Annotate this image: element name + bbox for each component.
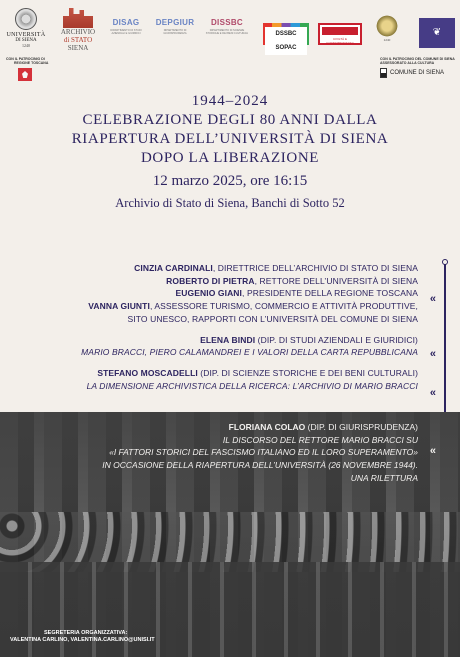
- speaker-role-continued: SITO UNESCO, RAPPORTI CON L’UNIVERSITÀ DEL COMUNE DI SIENA: [127, 313, 418, 324]
- event-title-line-2: RIAPERTURA DELL’UNIVERSITÀ DI SIENA: [71, 131, 389, 147]
- regione-name: REGIONE TOSCANA: [14, 61, 49, 65]
- talk-title: MARIO BRACCI, PIERO CALAMANDREI E I VALORI DELLA CARTA REPUBBLICANA: [81, 347, 418, 358]
- accademia-seal-icon: [375, 14, 399, 38]
- greeting-row: [28, 262, 418, 275]
- rivista-sub: CIVILTÀ E CONTEMPORANEA: [326, 37, 354, 45]
- event-title-line-1: CELEBRAZIONE DEGLI 80 ANNI DALLA: [82, 112, 378, 128]
- speaker-role: , PRESIDENTE DELLA REGIONE TOSCANA: [242, 288, 418, 299]
- depgiur-logo: [153, 18, 197, 35]
- dissbc-name: DISSBC: [210, 18, 244, 27]
- speaker-name: ELENA BINDI: [200, 334, 256, 345]
- speaker-role: , ASSESSORE TURISMO, COMMERCIO E ATTIVITÀ PRODUTTIVE,: [149, 301, 418, 312]
- dssbc-text: DSSBC: [275, 31, 297, 37]
- double-chevron-left-icon: «: [429, 293, 436, 305]
- greeting-row: [28, 275, 418, 288]
- regione-patron-label: CON IL PATROCINIO DI: [6, 57, 45, 61]
- talk: [28, 334, 418, 359]
- dissbc-sub: DIPARTIMENTO DI SCIENZE STORICHE E DEI BENI CULTURALI: [205, 29, 249, 36]
- logo-bar: [0, 6, 460, 96]
- disag-name: DISAG: [112, 18, 140, 27]
- rivista-bar: [322, 27, 358, 35]
- event-venue: Archivio di Stato di Siena, Banchi di Sotto 52: [115, 196, 345, 210]
- speaker-name: VANNA GIUNTI: [88, 301, 150, 312]
- dissbc-logo: [205, 18, 249, 35]
- archivio-text: [56, 28, 100, 52]
- greetings-group: [28, 262, 418, 326]
- speaker-role: , DIRETTRICE DELL’ARCHIVIO DI STATO DI SIENA: [212, 263, 418, 273]
- accademia-logo: [365, 14, 409, 42]
- speaker-name: STEFANO MOSCADELLI: [97, 367, 198, 378]
- rivista-logo: [318, 23, 362, 45]
- comune-shield-icon: [380, 68, 387, 78]
- speaker-name: EUGENIO GIANI: [175, 288, 243, 299]
- regione-patronage: [6, 57, 66, 81]
- event-title-line-3: DOPO LA LIBERAZIONE: [140, 150, 320, 166]
- talk: [28, 367, 418, 392]
- event-years: 1944–2024: [191, 93, 269, 109]
- last-talk: [18, 421, 418, 485]
- unisi-name: UNIVERSITÀ: [6, 32, 46, 38]
- depgiur-sub: DIPARTIMENTO DI GIURISPRUDENZA: [163, 29, 187, 36]
- unisi-crest-icon: [15, 8, 37, 30]
- footer-contact: VALENTINA CARLINO, VALENTINA.CARLINO@UNISI.IT: [10, 637, 155, 643]
- speaker-affiliation: (DIP. DI STUDI AZIENDALI E GIURIDICI): [255, 334, 418, 345]
- speaker-name: ROBERTO DI PIETRA: [166, 275, 255, 286]
- double-chevron-left-icon: «: [429, 445, 436, 457]
- regione-flag-icon: [18, 68, 32, 81]
- double-chevron-left-icon: «: [429, 348, 436, 360]
- depgiur-name: DEPGIUR: [155, 18, 195, 27]
- archivio-text-2: di STATO: [63, 36, 93, 44]
- footer-label: SEGRETERIA ORGANIZZATIVA:: [44, 630, 128, 636]
- archivio-text-1: ARCHIVIO: [60, 28, 96, 36]
- event-date: 12 marzo 2025, ore 16:15: [152, 173, 308, 189]
- sopac-text: SOPAC: [275, 45, 297, 51]
- archivio-logo: [56, 8, 100, 52]
- talk-title-line-1: IL DISCORSO DEL RETTORE MARIO BRACCI SU: [222, 434, 418, 445]
- talk-title: LA DIMENSIONE ARCHIVISTICA DELLA RICERCA: L’ARCHIVIO DI MARIO BRACCI: [86, 380, 418, 391]
- comune-patron-label: CON IL PATROCINIO DEL COMUNE DI SIENA ASSESSORATO ALLA CULTURA: [380, 57, 455, 65]
- program: [28, 262, 418, 400]
- accademia-year: 1240: [383, 38, 391, 42]
- greeting-row: [28, 300, 418, 313]
- speaker-affiliation: (DIP. DI SCIENZE STORICHE E DEI BENI CULTURALI): [197, 367, 418, 378]
- talk-title-line-4: UNA RILETTURA: [350, 472, 418, 483]
- greeting-row: [28, 287, 418, 300]
- speaker-role: , RETTORE DELL’UNIVERSITÀ DI SIENA: [254, 275, 418, 286]
- talk-title-line-2: «I FATTORI STORICI DEL FASCISMO ITALIANO ED IL LORO SUPERAMENTO»: [109, 447, 418, 458]
- timeline-dot: [442, 259, 448, 265]
- disag-logo: [104, 18, 148, 35]
- footer: [10, 630, 155, 644]
- archivio-building-icon: [63, 8, 93, 28]
- unisi-year: 1240: [22, 43, 30, 48]
- disag-sub: DIPARTIMENTO DI STUDI AZIENDALI E GIURIDICI: [110, 29, 142, 36]
- speaker-name: FLORIANA COLAO: [228, 422, 306, 432]
- talk-title-line-3: IN OCCASIONE DELLA RIAPERTURA DELL’UNIVERSITÀ (26 NOVEMBRE 1944).: [102, 460, 418, 471]
- comune-name: COMUNE DI SIENA: [390, 70, 445, 76]
- speaker-affiliation: (DIP. DI GIURISPRUDENZA): [305, 422, 418, 432]
- unisi-logo: [4, 8, 48, 48]
- archivio-text-3: SIENA: [67, 44, 89, 52]
- dssbc-sopac-text: [265, 27, 307, 55]
- double-chevron-left-icon: «: [429, 387, 436, 399]
- butterfly-logo: [419, 18, 455, 48]
- unisi-city: DI SIENA: [15, 38, 37, 43]
- comune-patronage: [380, 57, 456, 78]
- event-title-block: [0, 92, 460, 211]
- butterfly-icon: ❦: [432, 27, 442, 38]
- dssbc-sopac-logo: [263, 23, 309, 51]
- speaker-name: CINZIA CARDINALI: [134, 263, 213, 273]
